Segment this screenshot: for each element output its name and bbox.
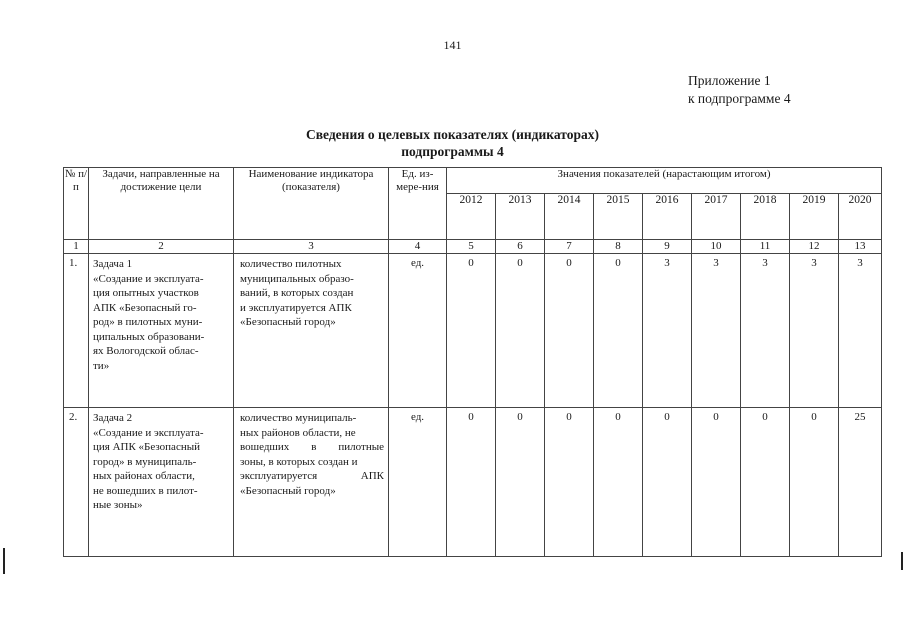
- value-cell: 0: [496, 254, 545, 408]
- value-cell: 3: [790, 254, 839, 408]
- task-line: Задача 1: [93, 258, 133, 270]
- value-cell: 0: [496, 408, 545, 557]
- value-cell: 25: [839, 408, 882, 557]
- indicator-line: муниципальных образо-: [240, 272, 354, 285]
- unit-cell: ед.: [389, 408, 447, 557]
- scan-edge-mark-left: [3, 548, 5, 574]
- unit-cell: ед.: [389, 254, 447, 408]
- header-num: № п/п: [64, 168, 89, 240]
- task-line: ях Вологодской облас-: [93, 345, 199, 357]
- year-cell: 2014: [545, 194, 594, 240]
- value-cell: 0: [594, 408, 643, 557]
- value-cell: 0: [643, 408, 692, 557]
- task-line: Задача 2: [93, 412, 133, 424]
- value-cell: 0: [741, 408, 790, 557]
- value-cell: 0: [447, 254, 496, 408]
- title-line-1: Сведения о целевых показателях (индикаторах): [306, 127, 599, 142]
- value-cell: 0: [545, 408, 594, 557]
- year-cell: 2020: [839, 194, 882, 240]
- table-row: [64, 408, 882, 557]
- document-title: [0, 126, 905, 160]
- column-number: 2: [89, 240, 234, 254]
- task-line: не вошедших в пилот-: [93, 484, 198, 497]
- row-number: 1.: [64, 254, 89, 408]
- task-line: род» в пилотных муни-: [93, 316, 203, 328]
- indicator-line: зоны, в которых создан и: [240, 455, 358, 468]
- task-line: ных районах области,: [93, 470, 195, 482]
- indicator-line: «Безопасный город»: [240, 316, 336, 328]
- indicator-line: и эксплуатируется АПК: [240, 301, 352, 314]
- column-number: 12: [790, 240, 839, 254]
- column-number: 5: [447, 240, 496, 254]
- year-cell: 2012: [447, 194, 496, 240]
- year-cell: 2017: [692, 194, 741, 240]
- task-line: «Создание и эксплуата-: [93, 272, 204, 285]
- header-indicator: Наименование индикатора (показателя): [234, 168, 389, 240]
- column-number: 11: [741, 240, 790, 254]
- indicator-cell: [234, 408, 389, 557]
- column-number: 1: [64, 240, 89, 254]
- year-cell: 2018: [741, 194, 790, 240]
- year-cell: 2015: [594, 194, 643, 240]
- indicators-table: [63, 167, 882, 557]
- task-cell: [89, 408, 234, 557]
- indicator-line: «Безопасный город»: [240, 484, 336, 497]
- column-number: 6: [496, 240, 545, 254]
- indicator-line: количество пилотных: [240, 258, 342, 270]
- value-cell: 0: [692, 408, 741, 557]
- column-number: 13: [839, 240, 882, 254]
- task-line: ные зоны»: [93, 499, 143, 511]
- indicator-line: ваний, в которых создан: [240, 287, 354, 299]
- indicator-line: ных районов области, не: [240, 426, 356, 439]
- indicator-cell: [234, 254, 389, 408]
- table-row: [64, 254, 882, 408]
- task-line: АПК «Безопасный го-: [93, 301, 197, 314]
- page-number: 141: [443, 38, 462, 52]
- column-number: 9: [643, 240, 692, 254]
- value-cell: 3: [839, 254, 882, 408]
- value-cell: 0: [545, 254, 594, 408]
- appendix-line-2: к подпрограмме 4: [688, 91, 791, 106]
- value-cell: 0: [447, 408, 496, 557]
- column-number: 4: [389, 240, 447, 254]
- indicator-line: вошедших в пилотные: [240, 441, 384, 453]
- task-cell: [89, 254, 234, 408]
- value-cell: 3: [692, 254, 741, 408]
- value-cell: 3: [741, 254, 790, 408]
- year-cell: 2019: [790, 194, 839, 240]
- task-line: ция опытных участков: [93, 287, 199, 299]
- task-line: город» в муниципаль-: [93, 455, 197, 468]
- column-number: 8: [594, 240, 643, 254]
- value-cell: 0: [790, 408, 839, 557]
- indicator-line: эксплуатируется АПК: [240, 470, 384, 482]
- value-cell: 0: [594, 254, 643, 408]
- column-number: 7: [545, 240, 594, 254]
- task-line: ти»: [93, 359, 110, 372]
- scan-edge-mark-right: [901, 552, 903, 570]
- appendix-note: [688, 72, 791, 108]
- year-cell: 2016: [643, 194, 692, 240]
- title-line-2: подпрограммы 4: [401, 144, 504, 159]
- header-tasks: Задачи, направленные на достижение цели: [89, 168, 234, 240]
- task-line: «Создание и эксплуата-: [93, 426, 204, 439]
- year-cell: 2013: [496, 194, 545, 240]
- row-number: 2.: [64, 408, 89, 557]
- task-line: ципальных образовани-: [93, 330, 205, 343]
- value-cell: 3: [643, 254, 692, 408]
- indicator-line: количество муниципаль-: [240, 412, 357, 424]
- column-number: 10: [692, 240, 741, 254]
- header-unit: Ед. из-мере-ния: [389, 168, 447, 240]
- appendix-line-1: Приложение 1: [688, 73, 771, 88]
- column-number: 3: [234, 240, 389, 254]
- task-line: ция АПК «Безопасный: [93, 441, 200, 453]
- header-values-group: Значения показателей (нарастающим итогом): [447, 168, 882, 194]
